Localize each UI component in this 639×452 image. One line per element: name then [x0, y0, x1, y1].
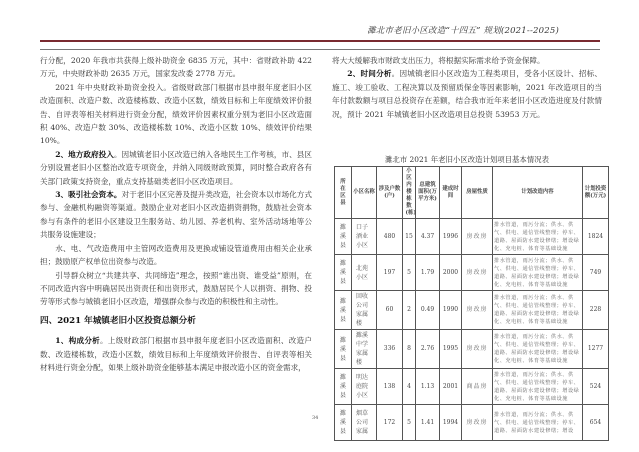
paragraph: 引导群众树立“共建共享、共同缔造”理念，按照“谁出资、谁受益”原则，在不同改造内容中明确居民出资责任和出资形式，鼓励居民个人以捐资、捐物、投劳等形式参与城镇老旧小区改造，增强群众参与改造的积极性和主动性。 [40, 270, 312, 307]
investment-cell: 524 [583, 369, 609, 405]
nature-cell: 房改房 [462, 405, 493, 441]
column-header: 计划投资额(万元) [583, 167, 609, 219]
paragraph-title: 2、时间分析 [347, 69, 392, 79]
column-header: 建成时间 [440, 167, 462, 219]
content-cell: 排水管道，雨污分流；供水、供气、供电、通信管线整理；停车、道路、屋面防水建设修缮；增设绿化、充电桩、体育等基础设施 [493, 369, 583, 405]
table-header-row [335, 167, 609, 219]
area-cell: 1.79 [416, 255, 440, 291]
buildings-cell: 15 [403, 219, 416, 255]
table-row [335, 405, 609, 441]
households-cell: 172 [377, 405, 403, 441]
area-cell: 1.41 [416, 405, 440, 441]
column-header: 小区内楼栋数(栋) [403, 167, 416, 219]
content-cell: 排水管道，雨污分流；供水、供气、供电、通信管线整理；停车、道路、屋面防水建设修缮；增设 [493, 405, 583, 441]
name-cell: 北苑小区 [352, 255, 377, 291]
investment-cell: 1824 [583, 219, 609, 255]
paragraph [40, 148, 312, 188]
content-cell: 排水管道，雨污分流；供水、供气、供电、通信管线整理；停车、道路、屋面防水建设修缮；增设绿化、充电桩、体育等基础设施 [493, 330, 583, 369]
content-cell: 排水管道，雨污分流；供水、供气、供电、通信管线整理；停车、道路、屋面防水建设修缮；增设绿化、充电桩、体育等基础设施 [493, 219, 583, 255]
buildings-cell: 8 [403, 330, 416, 369]
name-cell: 濉溪中学家属楼 [352, 330, 377, 369]
paragraph-text: 。因城镇老旧小区改造已纳入各地民生工作考核，市、县区分别设置老旧小区整治改造专项资金，并纳入同级财政预算，同时整合政府各有关部门政策支持资金，重点支持基础类老旧小区改造项目。 [40, 149, 312, 186]
area-cell: 2.76 [416, 330, 440, 369]
header-rule-red [40, 40, 600, 42]
district-cell: 濉溪县 [335, 405, 352, 441]
investment-cell: 1277 [583, 330, 609, 369]
investment-cell: 749 [583, 255, 609, 291]
buildings-cell: 2 [403, 291, 416, 330]
area-cell: 4.37 [416, 219, 440, 255]
paragraph [332, 67, 602, 121]
table-row [335, 291, 609, 330]
project-table [334, 166, 609, 441]
paragraph-text: 。因城镇老旧小区改造为工程类项目，受各小区设计、招标、施工、竣工验收、工程决算以及预留质保金等因素影响，2021 年改造项目的当年付款数额与项目总投资存在差额，结合我市近年来老旧小区改造进度及付款情况，预计 2021 年城镇老旧小区改造项目总投资 53953 万元。 [332, 69, 602, 119]
table-caption: 濉北市 2021 年老旧小区改造计划项目基本情况表 [385, 155, 549, 164]
households-cell: 480 [377, 219, 403, 255]
header-rule-gray [40, 49, 600, 50]
nature-cell: 房改房 [462, 330, 493, 369]
column-header: 总建筑面积(万平方米) [416, 167, 440, 219]
name-cell: 口子酒业小区 [352, 219, 377, 255]
investment-cell: 654 [583, 405, 609, 441]
table-row [335, 219, 609, 255]
households-cell: 60 [377, 291, 403, 330]
nature-cell: 房改房 [462, 219, 493, 255]
column-header: 涉及户数(户) [377, 167, 403, 219]
year-cell: 1990 [440, 291, 462, 330]
table-row [335, 255, 609, 291]
name-cell: 回收公司家属楼 [352, 291, 377, 330]
year-cell: 1995 [440, 330, 462, 369]
table-row [335, 369, 609, 405]
table-row [335, 330, 609, 369]
buildings-cell: 5 [403, 255, 416, 291]
area-cell: 0.49 [416, 291, 440, 330]
name-cell: 明达庭院小区 [352, 369, 377, 405]
year-cell: 1994 [440, 405, 462, 441]
paragraph [40, 334, 312, 374]
district-cell: 濉溪县 [335, 369, 352, 405]
paragraph-text: 对于老旧小区完善及提升类改造，社会资本以市场化方式参与、金融机构融资等渠道。鼓励企业对老旧小区改造捐资捐物，鼓励社会资本参与有条件的老旧小区建设卫生服务站、幼儿园、养老机构、室外活动场地等公共服务设施建设； [40, 190, 312, 240]
right-column [332, 54, 602, 121]
paragraph-title: 3、吸引社会资本。 [55, 190, 122, 200]
column-header: 计划改造内容 [493, 167, 583, 219]
header-title: 濉北市老旧小区改造“十四五” 规划(2021--2025) [367, 26, 559, 36]
district-cell: 濉溪县 [335, 255, 352, 291]
paragraph: 将大大缓解我市财政支出压力，将根据实际需求给予资金保障。 [332, 56, 545, 65]
left-column [40, 54, 312, 374]
year-cell: 2000 [440, 255, 462, 291]
paragraph: 行分配，2020 年我市共获得上级补助资金 6835 万元，其中：省财政补助 422 万元，中央财政补助 2635 万元，国家发改委 2778 万元。 [40, 56, 312, 79]
households-cell: 197 [377, 255, 403, 291]
paragraph [40, 188, 312, 242]
paragraph: 水、电、气改造费用中主管网改造费用及更换或铺设管道费用由相关企业承担；鼓励原产权单位出资参与改造。 [40, 243, 312, 267]
paragraph: 2021 年中央财政补助资金投入。省级财政部门根据市县申报年度老旧小区改造面积、改造户数、改造楼栋数、改造小区数，绩效目标和上年度绩效评价报告、自评表等相关材料进行资金分配，绩效评价因素权重分别为老旧小区改造面积 40%、改造户数 30%、改造楼栋数 10%、改造小区数 10%、绩效评价结果 10%。 [40, 82, 312, 146]
households-cell: 336 [377, 330, 403, 369]
paragraph-title: 1、构成分析 [55, 336, 101, 346]
nature-cell: 房改房 [462, 291, 493, 330]
investment-cell: 228 [583, 291, 609, 330]
nature-cell: 商品房 [462, 369, 493, 405]
paragraph-text: 。上级财政部门根据市县申报年度老旧小区改造面积、改造户数、改造楼栋数，改造小区数，绩效目标和上年度绩效评价报告、自评表等相关材料进行资金分配，如果上级补助资金能够基本满足申报改造小区的资金需求， [40, 336, 312, 372]
district-cell: 濉溪县 [335, 330, 352, 369]
district-cell: 濉溪县 [335, 219, 352, 255]
district-cell: 濉溪县 [335, 291, 352, 330]
area-cell: 1.13 [416, 369, 440, 405]
table-body [335, 219, 609, 441]
page-number: 34 [312, 415, 319, 421]
year-cell: 1996 [440, 219, 462, 255]
buildings-cell: 5 [403, 405, 416, 441]
column-header: 小区名称 [352, 167, 377, 219]
content-cell: 排水管道，雨污分流；供水、供气、供电、通信管线整理；停车、道路、屋面防水建设修缮；增设绿化、充电桩、体育等基础设施 [493, 291, 583, 330]
buildings-cell: 4 [403, 369, 416, 405]
name-cell: 烟草公司家属 [352, 405, 377, 441]
paragraph-title: 2、地方政府投入 [55, 149, 114, 159]
year-cell: 2001 [440, 369, 462, 405]
column-header: 房屋性质 [462, 167, 493, 219]
section-heading: 四、2021 年城镇老旧小区投资总额分析 [40, 315, 196, 326]
households-cell: 138 [377, 369, 403, 405]
nature-cell: 房改房 [462, 255, 493, 291]
content-cell: 排水管道，雨污分流；供水、供气、供电、通信管线整理；停车、道路、屋面防水建设修缮；增设绿化、充电桩、体育等基础设施 [493, 255, 583, 291]
column-header: 所在区县 [335, 167, 352, 219]
